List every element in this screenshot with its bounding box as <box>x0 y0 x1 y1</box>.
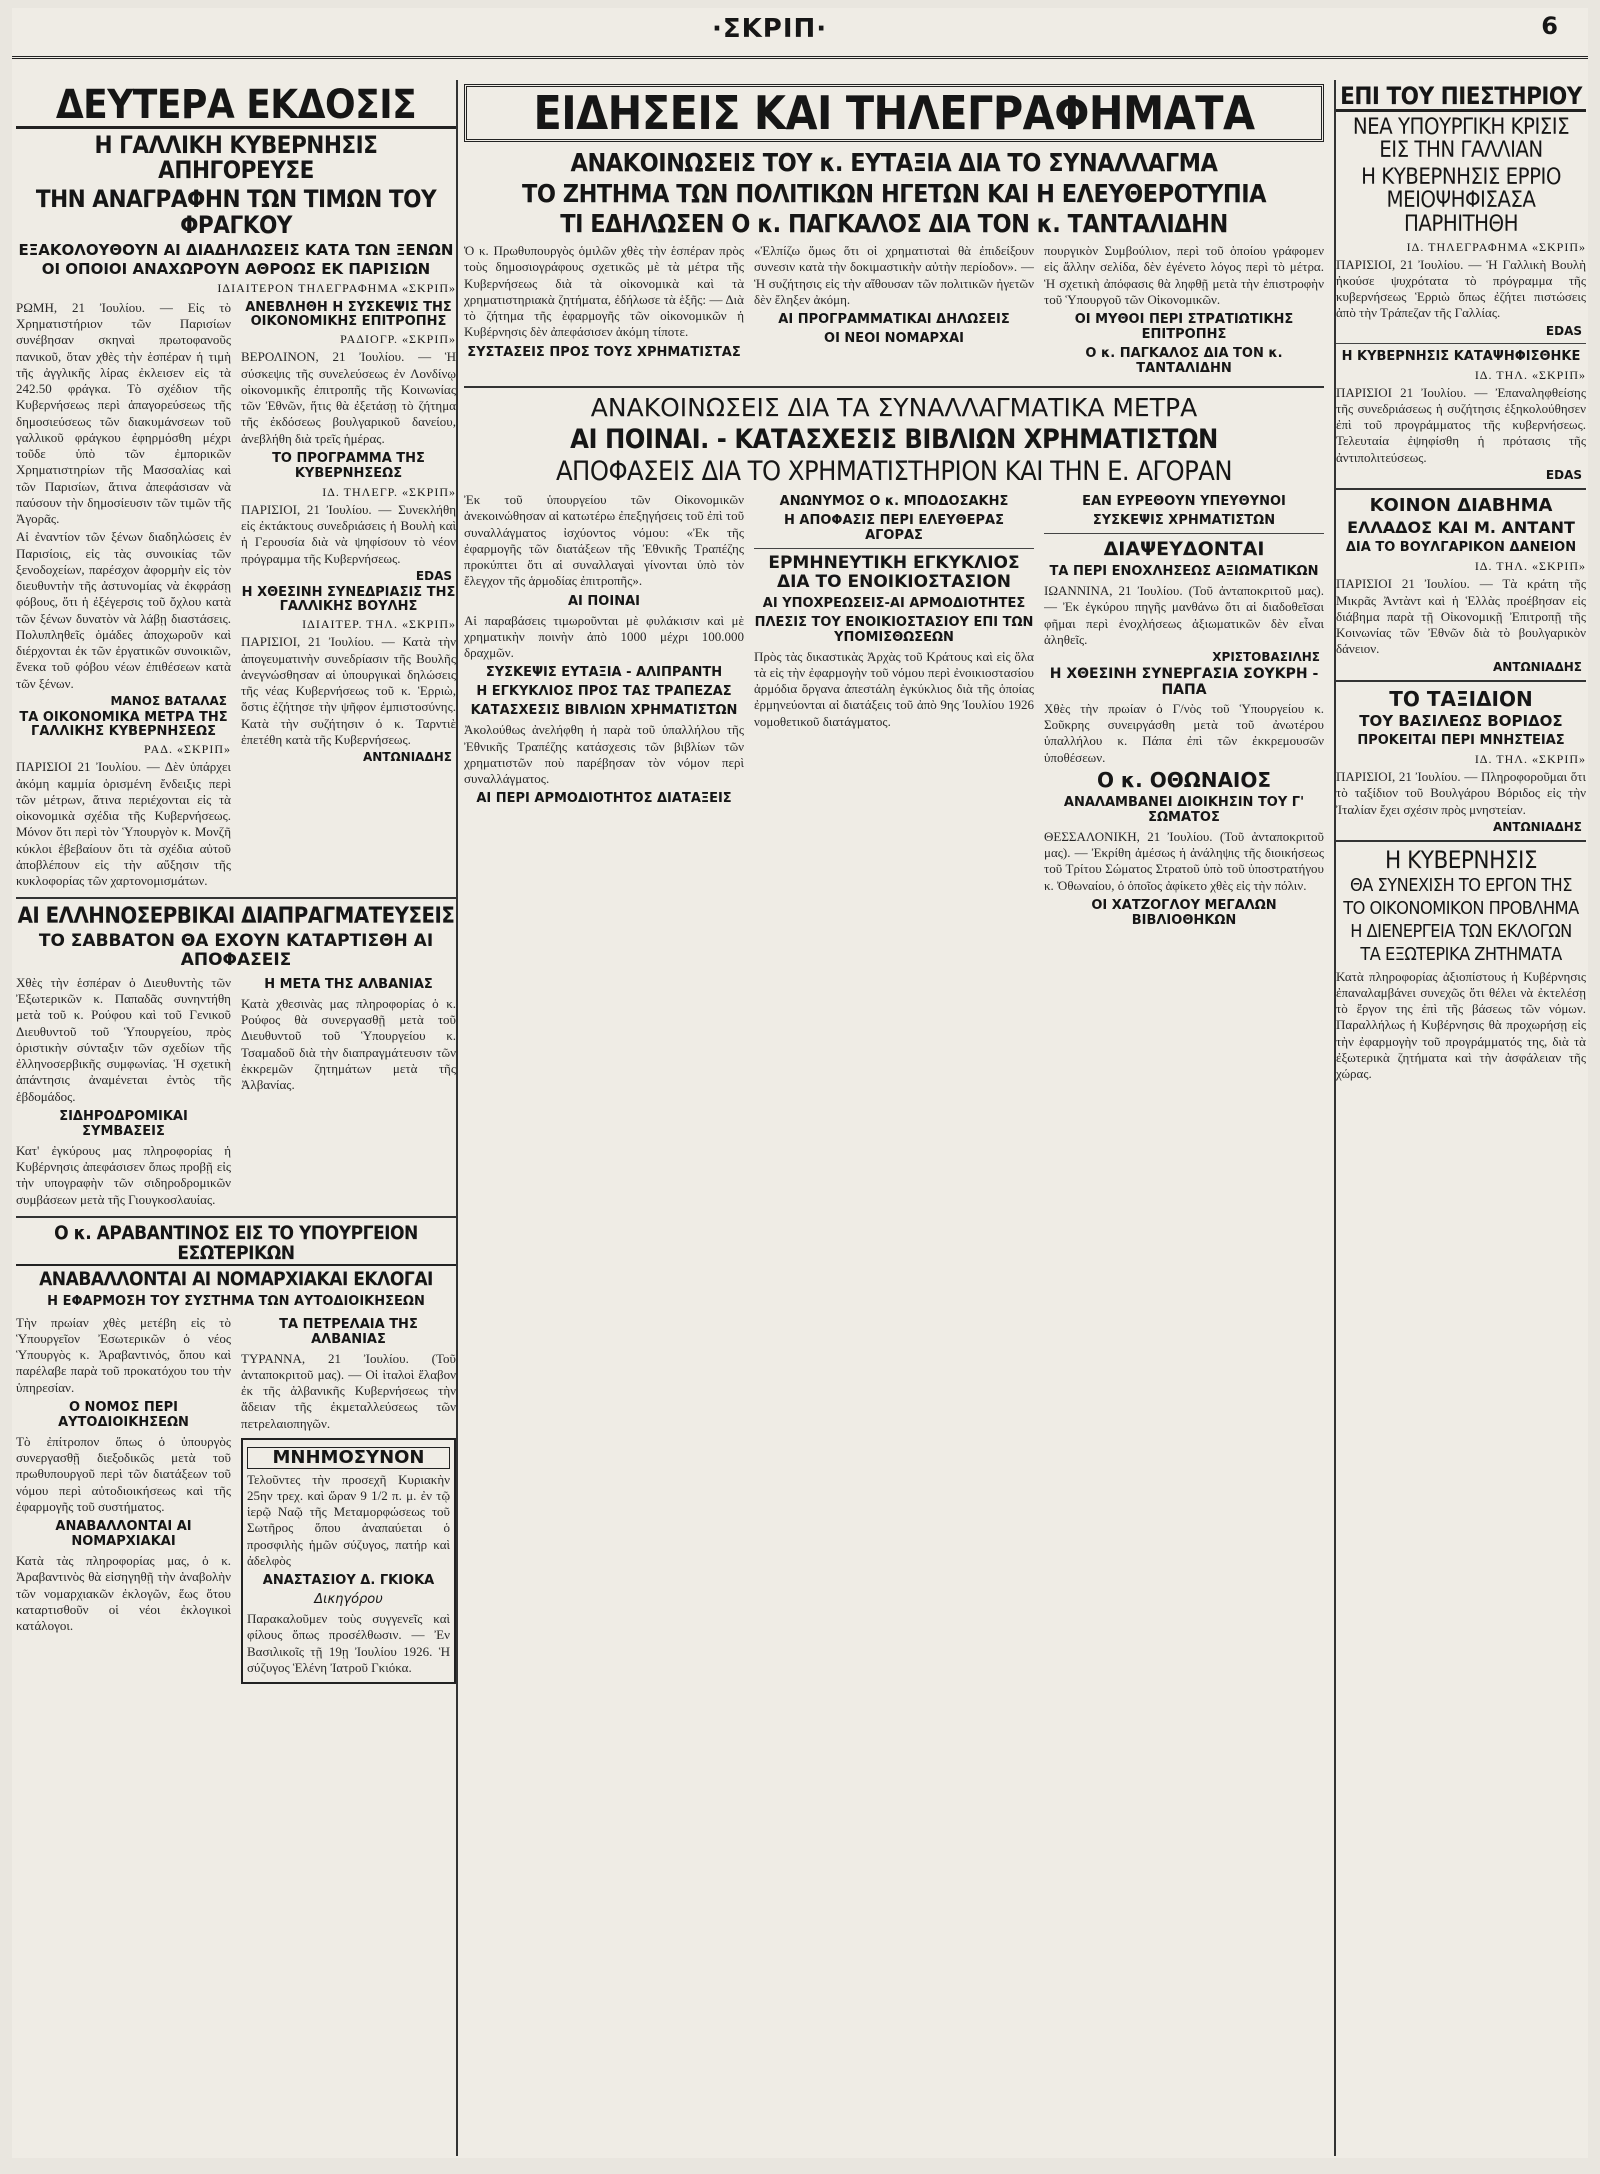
subheadline-elections: ΑΝΑΒΑΛΛΟΝΤΑΙ ΑΙ ΝΟΜΑΡΧΙΑΚΑΙ ΕΚΛΟΓΑΙ <box>39 1267 433 1290</box>
dateline: ΙΔΙΑΙΤΕΡΟΝ ΤΗΛΕΓΡΑΦΗΜΑ «ΣΚΡΙΠ» <box>217 280 456 295</box>
article-paragraph: ΠΑΡΙΣΙΟΙ, 21 Ἰουλίου. — Πληροφοροῦμαι ὅτι τὸ ταξίδιον τοῦ Βουλγάρου Βόριδος εἰς τὴν Ἰταλίαν ἔχει σχέσιν πρὸς μνηστείαν. <box>1336 769 1586 817</box>
headline-elections: Η ΔΙΕΝΕΡΓΕΙΑ ΤΩΝ ΕΚΛΟΓΩΝ <box>1350 920 1572 942</box>
dateline: ΙΔ. ΤΗΛ. «ΣΚΡΙΠ» <box>1474 559 1586 574</box>
headline-engagement: ΠΡΟΚΕΙΤΑΙ ΠΕΡΙ ΜΝΗΣΤΕΙΑΣ <box>1357 733 1565 749</box>
memorial-name: ΑΝΑΣΤΑΣΙΟΥ Δ. ΓΚΙΟΚΑ <box>262 1573 435 1589</box>
subhead: ΣΥΣΤΑΣΕΙΣ ΠΡΟΣ ΤΟΥΣ ΧΡΗΜΑΤΙΣΤΑΣ <box>467 344 741 360</box>
subhead: ΕΑΝ ΕΥΡΕΘΟΥΝ ΥΠΕΥΘΥΝΟΙ <box>1082 494 1286 510</box>
subhead: ΑΙ ΠΕΡΙ ΑΡΜΟΔΙΟΤΗΤΟΣ ΔΙΑΤΑΞΕΙΣ <box>476 791 732 807</box>
subhead: ΑΝΑΛΑΜΒΑΝΕΙ ΔΙΟΙΚΗΣΙΝ ΤΟΥ Γ' ΣΩΜΑΤΟΣ <box>1063 794 1305 825</box>
memorial-role: Δικηγόρου <box>314 1592 383 1608</box>
article-paragraph: ΙΩΑΝΝΙΝΑ, 21 Ἰουλίου. (Τοῦ ἀνταποκριτοῦ μας). — Ἐκ ἐγκύρου πηγῆς μανθάνω ὅτι αἱ διαδοθεῖσαι φῆμαι περὶ ἐνοχλήσεως ἀξιωματικῶν δὲν εἶναι ἀληθεῖς. <box>1044 583 1324 647</box>
byline: ΑΝΤΩΝΙΑΔΗΣ <box>362 750 452 765</box>
subheadline-self-government: Η ΕΦΑΡΜΟΣΗ ΤΟΥ ΣΥΣΤΗΜΑ ΤΩΝ ΑΥΤΟΔΙΟΙΚΗΣΕΩΝ <box>47 1293 425 1309</box>
dateline: ΡΑΔΙΟΓΡ. «ΣΚΡΙΠ» <box>340 332 456 347</box>
headline-economic-measures: ΤΑ ΟΙΚΟΝΟΜΙΚΑ ΜΕΤΡΑ ΤΗΣ ΓΑΛΛΙΚΗΣ ΚΥΒΕΡΝΗΣΕΩΣ <box>19 709 228 740</box>
article-french-franc <box>16 298 456 892</box>
byline: ΜΑΝΟΣ ΒΑΤΑΛΑΣ <box>110 693 227 708</box>
subhead: ΑΝΩΝΥΜΟΣ Ο κ. ΜΠΟΔΟΣΑΚΗΣ <box>779 494 1009 510</box>
byline: ΑΝΤΩΝΙΑΔΗΣ <box>1492 659 1582 674</box>
headline-exchange-measures: ΑΝΑΚΟΙΝΩΣΕΙΣ ΔΙΑ ΤΑ ΣΥΝΑΛΛΑΓΜΑΤΙΚΑ ΜΕΤΡΑ <box>590 393 1198 423</box>
subhead: ΑΙ ΠΟΙΝΑΙ <box>568 593 640 609</box>
article-paragraph: Αἱ παραβάσεις τιμωροῦνται μὲ φυλάκισιν καὶ μὲ χρηματικὴν ποινὴν ἀπὸ 1000 μέχρι 100.000 δραχμῶν. <box>464 612 744 661</box>
headline-press: ΕΠΙ ΤΟΥ ΠΙΕΣΤΗΡΙΟΥ <box>1336 84 1586 112</box>
masthead <box>12 8 1588 59</box>
headline-rent-circular: ΕΡΜΗΝΕΥΤΙΚΗ ΕΓΚΥΚΛΙΟΣ ΔΙΑ ΤΟ ΕΝΟΙΚΙΟΣΤΑΣΙΟΝ <box>768 553 1020 592</box>
headline-govt-program: ΤΟ ΠΡΟΓΡΑΜΜΑ ΤΗΣ ΚΥΒΕΡΝΗΣΕΩΣ <box>272 450 425 481</box>
left-column <box>16 80 458 2156</box>
subhead: ΟΙ ΜΥΘΟΙ ΠΕΡΙ ΣΤΡΑΤΙΩΤΙΚΗΣ ΕΠΙΤΡΟΠΗΣ <box>1074 312 1294 343</box>
headline-soukris-papas: Η ΧΘΕΣΙΝΗ ΣΥΝΕΡΓΑΣΙΑ ΣΟΥΚΡΗ - ΠΑΠΑ <box>1049 666 1319 698</box>
subheadline-greek-serbian: ΤΟ ΣΑΒΒΑΤΟΝ ΘΑ ΕΧΟΥΝ ΚΑΤΑΡΤΙΣΘΗ ΑΙ ΑΠΟΦΑΣΕΙΣ <box>38 931 434 971</box>
memorial-text: Παρακαλοῦμεν τοὺς συγγενεῖς καὶ φίλους ὅπως προσέλθωσιν. — Ἐν Βασιλικοῖς τῇ 19ῃ Ἰουλίου 1926. Ἡ σύζυγος Ἑλένη Ἰατροῦ Γκιόκα. <box>247 1611 450 1675</box>
headline-joint-demarche: ΚΟΙΝΟΝ ΔΙΑΒΗΜΑ <box>1369 494 1553 516</box>
article-paragraph: Κατὰ πληροφορίας ἀξιοπίστους ἡ Κυβέρνησις ἐπαναλαμβάνει συνεχῶς ὅτι θέλει νὰ ἐκτελέσῃ τὸ ἔργον της ἐπὶ τῆς βάσεως τῶν νόμων. Παραλλήλως ἡ Κυβέρνησις θὰ προχωρήσῃ εἰς τὴν ἐφαρμογὴν τοῦ προγράμματός της, διὰ τὰ ἐξωτερικὰ ζητήματα καὶ τὴν ἀσφάλειαν τῆς χώρας. <box>1336 968 1586 1082</box>
headline-govt-outvoted: Η ΚΥΒΕΡΝΗΣΙΣ ΚΑΤΑΨΗΦΙΣΘΗΚΕ <box>1341 348 1581 364</box>
section-title: ΔΕΥΤΕΡΑ ΕΚΔΟΣΙΣ <box>16 84 456 129</box>
article-paragraph: ΠΑΡΙΣΙΟΙ 21 Ἰουλίου. — Τὰ κράτη τῆς Μικρᾶς Ἀντὰντ καὶ ἡ Ἑλλὰς προέβησαν εἰς διάβημα παρὰ τῇ Οἰκονομικῇ Ἐπιτροπῇ τῆς Κοινωνίας τῶν Ἐθνῶν διὰ τὸ βουλγαρικὸν δάνειον. <box>1336 576 1586 657</box>
subhead: ΣΥΣΚΕΨΙΣ ΧΡΗΜΑΤΙΣΤΩΝ <box>1092 513 1276 529</box>
headline-pangalos: ΤΙ ΕΔΗΛΩΣΕΝ Ο κ. ΠΑΓΚΑΛΟΣ ΔΙΑ ΤΟΝ κ. ΤΑΝΤΑΛΙΔΗΝ <box>560 208 1228 238</box>
article-paragraph: Ἐκ τοῦ ὑπουργείου τῶν Οἰκονομικῶν ἀνεκοινώθησαν αἱ κατωτέρω ἐπεξηγήσεις τοῦ ἐπὶ τοῦ συναλλάγματος ἰσχύοντος νόμου: «Ἐκ τῆς ἐφαρμογῆς τῶν διατάξεων τῆς Ἐθνικῆς Τραπέζης προκύπτει ὅτι αἱ συναλλαγαὶ γίνονται ὑπὸ τὸν ἔλεγχον τῆς ἁρμοδίας ἐπιτροπῆς». <box>464 492 744 589</box>
byline: ΧΡΙΣΤΟΒΑΣΙΛΗΣ <box>1212 650 1320 665</box>
byline: ΑΝΤΩΝΙΑΔΗΣ <box>1492 819 1582 834</box>
headline-bulgarian-loan: ΔΙΑ ΤΟ ΒΟΥΛΓΑΡΙΚΟΝ ΔΑΝΕΙΟΝ <box>1345 540 1577 556</box>
article-paragraph: ΠΑΡΙΣΙΟΙ, 21 Ἰουλίου. — Κατὰ τὴν ἀπογευματινὴν συνεδρίασιν τῆς Βουλῆς ἀνεγνώσθησαν αἱ ὑπουργικαὶ δηλώσεις τῆς νέας Κυβερνήσεως τοῦ κ. Ἑρριὼ, ὅστις ἐζήτησε τὴν ψῆφον ἐμπιστοσύνης. Κατὰ τὴν συζήτησιν ὁ κ. Ταρντιὲ ἐπετέθη κατὰ τῆς Κυβερνήσεως. <box>241 634 456 747</box>
article-paragraph: ΠΑΡΙΣΙΟΙ 21 Ἰουλίου. — Δὲν ὑπάρχει ἀκόμη καμμία ὁρισμένη ἔνδειξις περὶ τῶν μέτρων, ἅτινα περιέχονται εἰς τὰ οἰκονομικὰ σχέδια τῆς Κυβερνήσεως. Μόνον ὅτι περὶ τὸν Ὑπουργὸν κ. Μονζῆ κύκλοι ἐβεβαίουν ὅτι τὰ σχέδια αὐτοῦ ἀποβλέπουν εἰς τὴν αὔξησιν τῆς κυκλοφορίας τῶν χαρτονομισμάτων. <box>16 759 231 889</box>
article-paragraph: Χθὲς τὴν ἑσπέραν ὁ Διευθυντὴς τῶν Ἐξωτερικῶν κ. Παπαδᾶς συνηντήθη μετὰ τοῦ κ. Ρούφου καὶ τοῦ Γενικοῦ Διευθυντοῦ τοῦ Ὑπουργείου, πρὸς ὁριστικὴν σύνταξιν τῶν σχεδίων τῆς ἐλληνοσερβικῆς συμφωνίας. Ἡ σχετικὴ ἀπάντησις ἀναμένεται ἐντὸς τῆς ἑβδομάδος. <box>16 974 231 1104</box>
article-paragraph: ΠΑΡΙΣΙΟΙ 21 Ἰουλίου. — Ἐπαναληφθείσης τῆς συνεδριάσεως ἡ συζήτησις ἐξηκολούθησεν ἐπὶ τοῦ προγράμματος τῆς κυβερνήσεως. Τελευταία ἐψηφίσθη ἡ πρότασις τῆς ἀντιπολιτεύσεως. <box>1336 384 1586 465</box>
subhead: ΟΙ ΝΕΟΙ ΝΟΜΑΡΧΑΙ <box>824 331 964 347</box>
byline: EDAS <box>1545 467 1582 482</box>
headline-othonaios: Ο κ. ΟΘΩΝΑΙΟΣ <box>1096 767 1272 792</box>
headline-railway: ΣΙΔΗΡΟΔΡΟΜΙΚΑΙ ΣΥΜΒΑΣΕΙΣ <box>59 1108 188 1139</box>
subhead: ΟΙ ΧΑΤΖΟΓΛΟΥ ΜΕΓΑΛΩΝ ΒΙΒΛΙΟΘΗΚΩΝ <box>1091 897 1277 928</box>
dateline: ΙΔ. ΤΗΛ. «ΣΚΡΙΠ» <box>1474 367 1586 382</box>
headline-albanian-oil: ΤΑ ΠΕΤΡΕΛΑΙΑ ΤΗΣ ΑΛΒΑΝΙΑΣ <box>279 1316 418 1347</box>
byline: EDAS <box>415 568 452 583</box>
article-paragraph: Κατ' ἐγκύρους μας πληροφορίας ἡ Κυβέρνησις ἀπεφάσισεν ὅπως προβῇ εἰς τὴν υπογραφὴν τῶν σιδηροδρομικῶν συμβάσεων μετὰ τῆς Γιουγκοσλαυίας. <box>16 1142 231 1207</box>
subhead: ΑΙ ΠΡΟΓΡΑΜΜΑΤΙΚΑΙ ΔΗΛΩΣΕΙΣ <box>778 312 1010 328</box>
memorial-text: Τελοῦντες τὴν προσεχῆ Κυριακὴν 25ην τρεχ. καὶ ὥραν 9 1/2 π. μ. ἐν τῷ ἱερῷ Ναῷ τῆς Μεταμορφώσεως τοῦ Σωτῆρος ὅπου ἀναπαύεται ὁ προσφιλὴς ἡμῶν σύζυγος, πατήρ καὶ ἀδελφὸς <box>247 1471 450 1568</box>
subheadline-2: ΟΙ ΟΠΟΙΟΙ ΑΝΑΧΩΡΟΥΝ ΑΘΡΟΩΣ ΕΚ ΠΑΡΙΣΙΩΝ <box>41 260 431 279</box>
center-column <box>464 80 1324 2156</box>
right-column <box>1334 80 1586 2156</box>
headline-stock-exchange: ΑΠΟΦΑΣΕΙΣ ΔΙΑ ΤΟ ΧΡΗΜΑΤΙΣΤΗΡΙΟΝ ΚΑΙ ΤΗΝ Ε. ΑΓΟΡΑΝ <box>555 455 1233 487</box>
dateline: ΙΔ. ΤΗΛΕΓΡ. «ΣΚΡΙΠ» <box>322 484 456 499</box>
headline-herriot: Η ΚΥΒΕΡΝΗΣΙΣ ΕΡΡΙΟ ΜΕΙΟΨΗΦΙΣΑΣΑ ΠΑΡΗΙΤΗΘΗ <box>1361 165 1561 237</box>
banner-news: ΕΙΔΗΣΕΙΣ ΚΑΙ ΤΗΛΕΓΡΑΦΗΜΑΤΑ <box>464 84 1324 142</box>
headline-journey: ΤΟ ΤΑΞΙΔΙΟΝ <box>1389 686 1533 711</box>
headline-king-boris: ΤΟΥ ΒΑΣΙΛΕΩΣ ΒΟΡΙΔΟΣ <box>1359 711 1563 730</box>
headline-eutaxias: ΑΝΑΚΟΙΝΩΣΕΙΣ ΤΟΥ κ. ΕΥΤΑΞΙΑ ΔΙΑ ΤΟ ΣΥΝΑΛΛΑΓΜΑ <box>570 148 1218 178</box>
subheadline-1: ΕΞΑΚΟΛΟΥΘΟΥΝ ΑΙ ΔΙΑΔΗΛΩΣΕΙΣ ΚΑΤΑ ΤΩΝ ΞΕΝΩΝ <box>18 240 454 259</box>
article-eutaxias <box>464 241 1324 380</box>
page-number: 6 <box>1541 12 1558 40</box>
memorial-title: ΜΝΗΜΟΣΥΝΟΝ <box>247 1447 450 1469</box>
dateline: ΙΔ. ΤΗΛ. «ΣΚΡΙΠ» <box>1474 752 1586 767</box>
article-paragraph: Τὸ ἐπίτροπον ὅπως ὁ ὑπουργὸς συνεργασθῇ διεξοδικῶς μετὰ τοῦ πρωθυπουργοῦ περὶ τῶν διατάξεων τοῦ νόμου περὶ αὐτοδιοικήσεως καὶ τῆς ἐφαρμογῆς τοῦ συστήματος. <box>16 1433 231 1514</box>
headline-denials: ΔΙΑΨΕΥΔΟΝΤΑΙ <box>1103 538 1265 561</box>
article-exchange <box>464 490 1324 932</box>
article-paragraph: πουργικὸν Συμβούλιον, περὶ τοῦ ὁποίου γράφομεν εἰς ἄλλην σελίδα, δὲν ἐγένετο λόγος περὶ τὸ μέτρα. Ἡ σχετικὴ ἀπόφασις θὰ ληφθῇ μετὰ τὴν ἐπιστροφὴν τοῦ Ὑπουργοῦ τῶν Οἰκονομικῶν. <box>1044 243 1324 307</box>
byline: EDAS <box>1545 323 1582 338</box>
headline-french-govt-2: ΤΗΝ ΑΝΑΓΡΑΦΗΝ ΤΩΝ ΤΙΜΩΝ ΤΟΥ ΦΡΑΓΚΟΥ <box>35 185 437 239</box>
headline-government: Η ΚΥΒΕΡΝΗΣΙΣ <box>1385 845 1537 874</box>
subhead: Ο κ. ΠΑΓΚΑΛΟΣ ΔΙΑ ΤΟΝ κ. ΤΑΝΤΑΛΙΔΗΝ <box>1085 346 1283 377</box>
dateline: ΙΔ. ΤΗΛΕΓΡΑΦΗΜΑ «ΣΚΡΙΠ» <box>1406 239 1586 254</box>
headline-greece-entente: ΕΛΛΑΔΟΣ ΚΑΙ Μ. ΑΝΤΑΝΤ <box>1347 517 1575 537</box>
article-paragraph: Πρὸς τὰς δικαστικὰς Ἀρχὰς τοῦ Κράτους καὶ εἰς ὅλα τὰ εἰς τὴν ἐφαρμογὴν τοῦ νόμου περὶ ἐνοικιοστασίου ἀρμόδια ὄργανα ἀπεστάλη ἐγκύκλιος διὰ τῆς ὁποίας ἐρμηνεύονται αἱ διατάξεις τοῦ ἀπὸ 9ης Ἰουλίου 1926 νομοθετικοῦ διατάγματος. <box>754 648 1034 729</box>
subhead: Η ΑΠΟΦΑΣΙΣ ΠΕΡΙ ΕΛΕΥΘΕΡΑΣ ΑΓΟΡΑΣ <box>784 513 1004 544</box>
article-paragraph: Ἀκολούθως ἀνελήφθη ἡ παρὰ τοῦ ὑπαλλήλου τῆς Ἐθνικῆς Τραπέζης κατάσχεσις τῶν βιβλίων τῶν χρηματιστῶν ποὺ παρέβησαν τὸν νόμον περὶ συναλλάγματος. <box>464 722 744 787</box>
subhead: Η ΕΓΚΥΚΛΙΟΣ ΠΡΟΣ ΤΑΣ ΤΡΑΠΕΖΑΣ <box>476 684 732 700</box>
subhead: ΑΙ ΥΠΟΧΡΕΩΣΕΙΣ-ΑΙ ΑΡΜΟΔΙΟΤΗΤΕΣ <box>762 595 1026 611</box>
article-paragraph: Κατὰ τὰς πληροφορίας μας, ὁ κ. Ἀραβαντινὸς θὰ εἰσηγηθῇ τὴν ἀναβολὴν τῶν νομαρχιακῶν ἐκλογῶν, ἕως ὅτου καταρτισθοῦν οἱ νέοι ἐκλογικοὶ κατάλογοι. <box>16 1553 231 1634</box>
article-paragraph: ΡΩΜΗ, 21 Ἰουλίου. — Εἰς τὸ Χρηματιστήριον τῶν Παρισίων συνέβησαν σκηναὶ πρωτοφανοῦς πανικοῦ, ὅταν χθὲς τὴν ἑσπέραν ἡ τιμὴ τῆς ἀγγλικῆς λίρας ἐκλεισεν εἰς τὰ 242.50 φράγκα. Τὸ σχέδιον τῆς Κυβερνήσεως περὶ ἀπαγορεύσεως τῆς δημοσιεύσεως τῶν διακυμάνσεων τοῦ γαλλικοῦ φράγκου ἐφηρμόσθη μέχρι τοῦδε ὑπὸ τῶν ἐμπορικῶν Χρηματιστηρίων τῆς Μασσαλίας καὶ τῶν Παρισίων, ἅτινα ἀπεφάσισαν νὰ παύσουν τὴν δημοσίευσιν τῶν τιμῶν τῆς Ἀγορᾶς. <box>16 299 231 526</box>
dateline: ΙΔΙΑΙΤΕΡ. ΤΗΛ. «ΣΚΡΙΠ» <box>302 617 456 632</box>
headline-economic-problem: ΤΟ ΟΙΚΟΝΟΜΙΚΟΝ ΠΡΟΒΛΗΜΑ <box>1343 897 1579 919</box>
article-paragraph: ΠΑΡΙΣΙΟΙ, 21 Ἰουλίου. — Ἡ Γαλλικὴ Βουλὴ ἠκούσε ψυχρότατα τὸ πρόγραμμα τῆς κυβερνήσεως Ἑρριὼ ὅπως ἐζήτει πιστώσεις ἀπὸ τὴν Τράπεζαν τῆς Γαλλίας. <box>1336 256 1586 321</box>
memorial-notice <box>241 1438 456 1684</box>
article-paragraph: Χθὲς τὴν πρωίαν ὁ Γ/νὸς τοῦ Ὑπουργείου κ. Σοῦκρης συνειργάσθη μετὰ τοῦ ἀνωτέρου ὑπαλλήλου κ. Πάπα ἐπὶ τῶν ἐκκρεμουσῶν ὑποθέσεων. <box>1044 700 1324 765</box>
article-paragraph: «Ἐλπίζω ὅμως ὅτι οἱ χρηματισταὶ θὰ ἐπιδείξουν συνεσιν κατὰ τὴν δοκιμαστικὴν αὐτὴν περίοδον». — Ἡ συζήτησις εἰς τὴν αἴθουσαν τῶν πολιτικῶν ἠγετῶν δὲν ἔληξεν ἀκόμη. <box>754 243 1034 307</box>
article-paragraph: ΠΑΡΙΣΙΟΙ, 21 Ἰουλίου. — Συνεκλήθη εἰς ἐκτάκτους συνεδριάσεις ἡ Βουλὴ καὶ ἡ Γερουσία διὰ νὰ ψηφίσουν τὸ νέον πρόγραμμα τῆς Κυβερνήσεως. <box>241 501 456 566</box>
headline-prefecture-elections: ΑΝΑΒΑΛΛΟΝΤΑΙ ΑΙ ΝΟΜΑΡΧΙΑΚΑΙ <box>55 1519 192 1550</box>
subhead: ΠΛΕΣΙΣ ΤΟΥ ΕΝΟΙΚΙΟΣΤΑΣΙΟΥ ΕΠΙ ΤΩΝ ΥΠΟΜΙΣΘΩΣΕΩΝ <box>754 614 1034 645</box>
headline-french-chamber: Η ΧΘΕΣΙΝΗ ΣΥΝΕΔΡΙΑΣΙΣ ΤΗΣ ΓΑΛΛΙΚΗΣ ΒΟΥΛΗΣ <box>241 584 456 615</box>
article-paragraph: ΘΕΣΣΑΛΟΝΙΚΗ, 21 Ἰουλίου. (Τοῦ ἀνταποκριτοῦ μας). — Ἐκρίθη ἀμέσως ἡ ἀνάληψις τῆς διοικήσεως τοῦ Τρίτου Σώματος Στρατοῦ ὑπὸ τοῦ ὑποστρατήγου κ. Ὀθωναίου, ὁ ὁποῖος ἀφίκετο χθὲς εἰς τὴν πόλιν. <box>1044 828 1324 893</box>
headline-political-leaders: ΤΟ ΖΗΤΗΜΑ ΤΩΝ ΠΟΛΙΤΙΚΩΝ ΗΓΕΤΩΝ ΚΑΙ Η ΕΛΕΥΘΕΡΟΤΥΠΙΑ <box>522 178 1266 208</box>
headline-continue-work: ΘΑ ΣΥΝΕΧΙΣΗ ΤΟ ΕΡΓΟΝ ΤΗΣ <box>1350 874 1572 896</box>
newspaper-page <box>12 8 1588 2158</box>
article-paragraph: ΒΕΡΟΛΙΝΟΝ, 21 Ἰουλίου. — Ἡ σύσκεψις τῆς συνελεύσεως ἐν Λονδίνῳ οἰκονομικῆς ἐπιτροπῆς τῆς Κοινωνίας τῶν Ἐθνῶν, ἥτις θὰ ἐξετάσῃ τὸ ζήτημα τῆς ἐκδόσεως βουλγαρικοῦ δανείου, ἀνεβλήθη διὰ τρεῖς ἡμέρας. <box>241 349 456 446</box>
headline-foreign-affairs: ΤΑ ΕΞΩΤΕΡΙΚΑ ΖΗΤΗΜΑΤΑ <box>1360 943 1562 965</box>
headline-penalties: ΑΙ ΠΟΙΝΑΙ. - ΚΑΤΑΣΧΕΣΙΣ ΒΙΒΛΙΩΝ ΧΡΗΜΑΤΙΣΤΩΝ <box>570 423 1218 455</box>
newspaper-name: ·ΣΚΡΙΠ· <box>712 14 828 44</box>
subhead: ΤΑ ΠΕΡΙ ΕΝΟΧΛΗΣΕΩΣ ΑΞΙΩΜΑΤΙΚΩΝ <box>1049 564 1319 580</box>
headline-aravantinos: Ο κ. ΑΡΑΒΑΝΤΙΝΟΣ ΕΙΣ ΤΟ ΥΠΟΥΡΓΕΙΟΝ ΕΣΩΤΕΡΙΚΩΝ <box>16 1224 456 1266</box>
headline-new-crisis: ΝΕΑ ΥΠΟΥΡΓΙΚΗ ΚΡΙΣΙΣ ΕΙΣ ΤΗΝ ΓΑΛΛΙΑΝ <box>1352 115 1570 164</box>
dateline: ΡΑΔ. «ΣΚΡΙΠ» <box>144 742 231 757</box>
article-paragraph: Ὁ κ. Πρωθυπουργὸς ὁμιλῶν χθὲς τὴν ἑσπέραν πρὸς τοὺς δημοσιογράφους σχετικῶς μὲ τὰ μέτρα τῆς Κυβερνήσεως διὰ τὰ οἰκονομικὰ καὶ τὰ χρηματιστηριακὰ ζητήματα, ἐδήλωσε τὰ ἑξῆς: — Διὰ τὸ ζήτημα τῆς ἐφαρμογῆς τῶν οἰκονομικῶν ἡ Κυβέρνησις δὲν ἀπεφάσισεν ἀκόμη τίποτε. <box>464 243 744 340</box>
headline-committee-postponed: ΑΝΕΒΛΗΘΗ Η ΣΥΣΚΕΨΙΣ ΤΗΣ ΟΙΚΟΝΟΜΙΚΗΣ ΕΠΙΤΡΟΠΗΣ <box>245 299 452 330</box>
subhead: ΣΥΣΚΕΨΙΣ ΕΥΤΑΞΙΑ - ΑΛΙΠΡΑΝΤΗ <box>485 665 723 681</box>
headline-self-gov-law: Ο ΝΟΜΟΣ ΠΕΡΙ ΑΥΤΟΔΙΟΙΚΗΣΕΩΝ <box>58 1399 189 1430</box>
article-paragraph: Αἱ ἐναντίον τῶν ξένων διαδηλώσεις ἐν Παρισίοις, εἰς τὰς συνοικίας τῶν ξενοδοχείων, παρέσχον ἀφορμὴν εἰς τὸν διευθυντὴν τῆς ἀστυνομίας νὰ ἐκφράσῃ φόβους, ὅτι ἡ ἐξέγερσις τοῦ ὄχλου κατὰ τῶν ξένων δυνατὸν νὰ λάβῃ διαστάσεις. Πολυπληθεῖς ὁμάδες ἀποχωροῦν καὶ διέρχονται ἐκ τῶν ἐργατικῶν συνοικιῶν, ἕνεκα τοῦ φόβου νέων ἐπιθέσεων κατὰ τῶν ξένων. <box>16 529 231 691</box>
article-paragraph: Τὴν πρωίαν χθὲς μετέβη εἰς τὸ Ὑπουργεῖον Ἐσωτερικῶν ὁ νέος Ὑπουργὸς κ. Ἀραβαντινός, ὅπου καὶ παρέλαβε παρὰ τοῦ προκατόχου του τὴν ὑπηρεσίαν. <box>16 1314 231 1395</box>
headline-greek-serbian: ΑΙ ΕΛΛΗΝΟΣΕΡΒΙΚΑΙ ΔΙΑΠΡΑΓΜΑΤΕΥΣΕΙΣ <box>17 904 455 930</box>
subhead: ΚΑΤΑΣΧΕΣΙΣ ΒΙΒΛΙΩΝ ΧΡΗΜΑΤΙΣΤΩΝ <box>470 703 738 719</box>
article-paragraph: Κατὰ χθεσινὰς μας πληροφορίας ὁ κ. Ρούφος θὰ συνεργασθῇ μετὰ τοῦ Διευθυντοῦ τοῦ Ὑπουργείου κ. Τσαμαδοῦ διὰ τὴν διαπραγμάτευσιν τῶν ἐκκρεμῶν ζητημάτων μετὰ τῆς Ἀλβανίας. <box>241 995 456 1093</box>
article-paragraph: ΤΥΡΑΝΝΑ, 21 Ἰουλίου. (Τοῦ ἀνταποκριτοῦ μας). — Οἱ ἰταλοὶ ἔλαβον ἐκ τῆς ἀλβανικῆς Κυβερνήσεως τὴν ἄδειαν τῆς ἐκμεταλλεύσεως τῶν πετρελαιοπηγῶν. <box>241 1350 456 1431</box>
headline-french-govt-1: Η ΓΑΛΛΙΚΗ ΚΥΒΕΡΝΗΣΙΣ ΑΠΗΓΟΡΕΥΣΕ <box>94 131 378 185</box>
headline-albania: Η ΜΕΤΑ ΤΗΣ ΑΛΒΑΝΙΑΣ <box>264 976 433 992</box>
